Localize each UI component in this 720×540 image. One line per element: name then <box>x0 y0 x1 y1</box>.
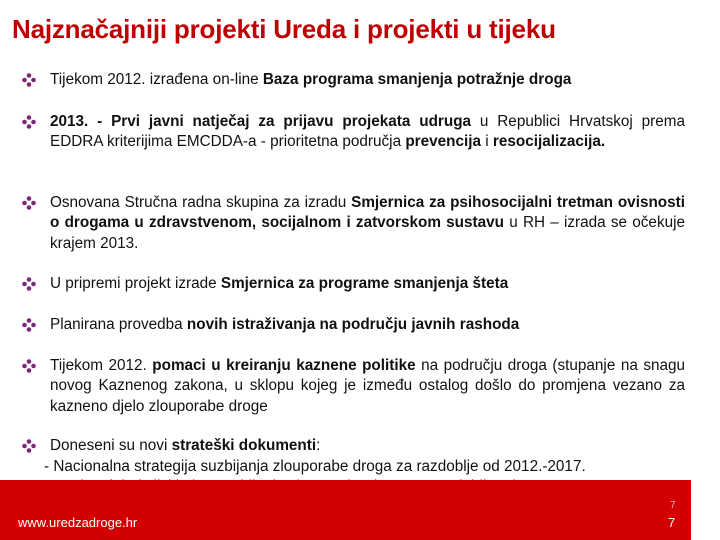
bullet-text <box>50 356 685 417</box>
bullet-text-bold: resocijalizacija. <box>492 133 606 151</box>
bullet-text <box>50 436 685 456</box>
page-mark: 7 <box>670 500 676 511</box>
bullet-text-bold: pomaci u kreiranju kaznene politike <box>152 357 416 374</box>
slide-title: Najznačajniji projekti Ureda i projekti u tijeku <box>12 14 556 44</box>
bullet-text-plain: : <box>316 437 321 454</box>
bullet-text-bold: 2013. - Prvi javni natječaj za prijavu projekata udruga <box>50 113 472 130</box>
sub-item: - Nacionalna strategija suzbijanja zlouporabe droga za razdoblje od 2012.-2017. <box>44 458 586 475</box>
bullet-text-plain: Doneseni su novi <box>50 437 172 454</box>
footer <box>0 480 720 540</box>
bullet-text-plain: u RH – izrada se očekuje krajem 2013. <box>50 214 685 252</box>
bullet-text <box>50 193 685 254</box>
bullet-text <box>50 274 685 294</box>
bullet-text-plain: U pripremi projekt izrade <box>50 275 221 292</box>
diamond-dots-bullet-icon <box>22 439 36 453</box>
diamond-dots-bullet-icon <box>22 318 36 332</box>
diamond-dots-bullet-icon <box>22 359 36 373</box>
diamond-dots-bullet-icon <box>22 277 36 291</box>
bullet-text-plain: na području droga (stupanje na snagu novog Kaznenog zakona, u sklopu kojeg je između ostalog došlo do promjena vezano za kazneno djelo zlouporabe droge <box>50 357 686 415</box>
bullet-text-bold: Smjernica za psihosocijalni tretman ovisnosti o drogama u zdravstvenom, socijalnom i zatvorskom sustavu <box>50 194 685 232</box>
bullet-text <box>50 315 685 335</box>
footer-url-link[interactable]: www.uredzadroge.hr <box>18 515 138 530</box>
page-number: 7 <box>668 515 676 530</box>
bullet-text-plain: u Republici Hrvatskoj prema EDDRA kriterijima EMCDDA-a - prioritetna područja <box>50 113 685 151</box>
footer-bar <box>0 480 691 540</box>
bullet-text-bold: Smjernica za programe smanjenja šteta <box>220 275 509 292</box>
bullet-text-plain: Tijekom 2012. <box>50 357 153 374</box>
bullet-text-plain: Tijekom 2012. izrađena on-line <box>50 71 263 88</box>
bullet-text <box>50 70 685 90</box>
bullet-text-bold: novih istraživanja na području javnih rashoda <box>186 316 520 333</box>
bullet-text-bold: prevencija <box>405 133 482 151</box>
diamond-dots-bullet-icon <box>22 115 36 129</box>
bullet-text-bold: Baza programa smanjenja potražnje droga <box>262 71 572 88</box>
bullet-text-plain: i <box>481 133 493 151</box>
bullet-text-bold: strateški dokumenti <box>171 437 317 454</box>
diamond-dots-bullet-icon <box>22 73 36 87</box>
bullet-text <box>50 112 685 153</box>
diamond-dots-bullet-icon <box>22 196 36 210</box>
bullet-text-plain: Planirana provedba <box>50 316 187 333</box>
bullet-text-plain: Osnovana Stručna radna skupina za izradu <box>50 194 352 211</box>
